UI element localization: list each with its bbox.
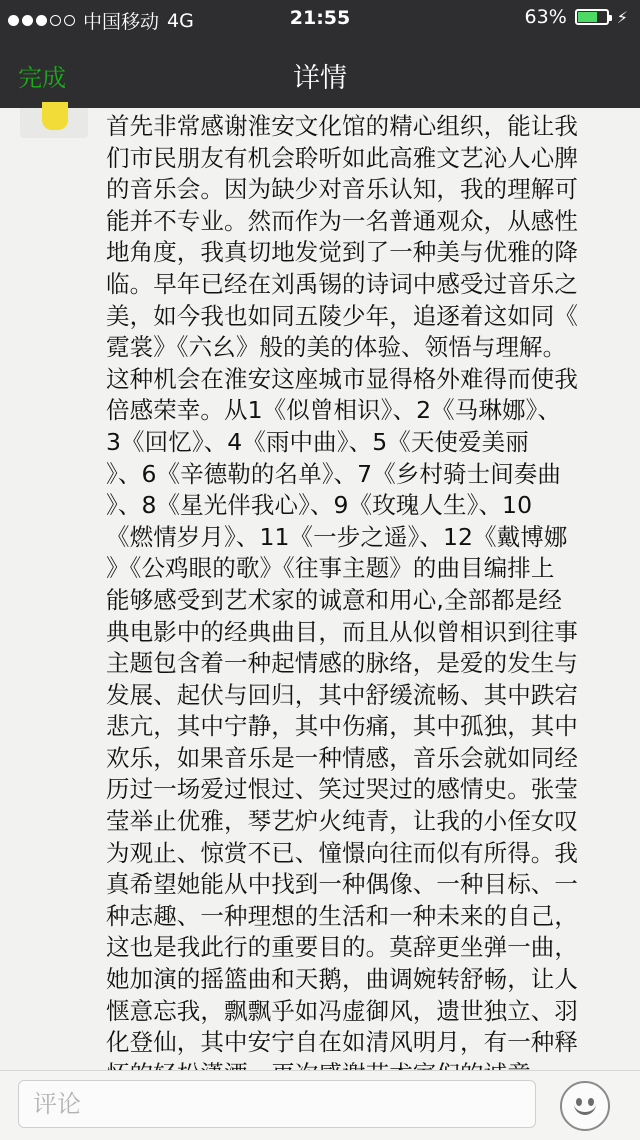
status-bar xyxy=(0,0,640,36)
clock: 21:55 xyxy=(289,7,351,29)
page-title: 详情 xyxy=(293,63,347,94)
battery-percent: 63% xyxy=(524,6,567,28)
avatar-icon[interactable] xyxy=(20,108,88,138)
emoji-icon[interactable] xyxy=(560,1081,610,1131)
nav-bar xyxy=(0,36,640,108)
avatar-image xyxy=(42,102,68,130)
done-button[interactable]: 完成 xyxy=(18,64,66,92)
carrier-name: 中国移动 xyxy=(83,11,160,33)
charging-bolt-icon: ⚡ xyxy=(616,7,628,27)
comment-input[interactable] xyxy=(18,1080,536,1128)
emoji-mouth xyxy=(574,1103,596,1115)
status-right xyxy=(525,6,628,28)
battery-tip xyxy=(609,15,612,21)
post-content[interactable] xyxy=(0,108,640,1070)
network-type: 4G xyxy=(167,9,194,32)
comment-bar xyxy=(0,1070,640,1140)
post-body-text: 首先非常感谢淮安文化馆的精心组织，能让我 们市民朋友有机会聆听如此高雅文艺沁人心脾 的音乐会。因为缺少对音乐认知，我的理解可 能并不专业。然而作为一名普通观众，从感性 地角度，我真切地发觉到了一种美与优雅的降 临。早年已经在刘禹锡的诗词中感受过音乐之 美，如今我也如同五陵少年，追逐着这如同《 霓裳》《六幺》般的美的体验、领悟与理解。 这种机会在淮安这座城市显得格外难得而使我 倍感荣幸。从1《似曾相识》、2《马琳娜》、 3《回忆》、4《雨中曲》、5《天使爱美丽 》、6《辛德勒的名单》、7《乡村骑士间奏曲 》、8《星光伴我心》、9《玫瑰人生》、10 《燃情岁月》、11《一步之遥》、12《戴博娜 》《公鸡眼的歌》《往事主题》的曲目编排上 能够感受到艺术家的诚意和用心,全部都是经 典电影中的经典曲目，而且从似曾相识到往事 主题包含着一种起情感的脉络，是爱的发生与 发展、起伏与回归，其中舒缓流畅、其中跌宕 悲亢，其中宁静，其中伤痛，其中孤独，其中 欢乐，如果音乐是一种情感，音乐会就如同经 历过一场爱过恨过、笑过哭过的感情史。张莹 莹举止优雅，琴艺炉火纯青，让我的小侄女叹 为观止、惊赏不已、憧憬向往而似有所得。我 真希望她能从中找到一种偶像、一种目标、一 种志趣、一种理想的生活和一种未来的自己， 这也是我此行的重要目的。莫辞更坐弹一曲， 她加演的摇篮曲和天鹅，曲调婉转舒畅，让人 惬意忘我，飘飘乎如冯虚御风，遗世独立、羽 化登仙，其中安宁自在如清风明月，有一种释 xyxy=(106,112,578,1057)
battery-fill xyxy=(578,12,597,22)
battery-icon xyxy=(575,9,609,25)
